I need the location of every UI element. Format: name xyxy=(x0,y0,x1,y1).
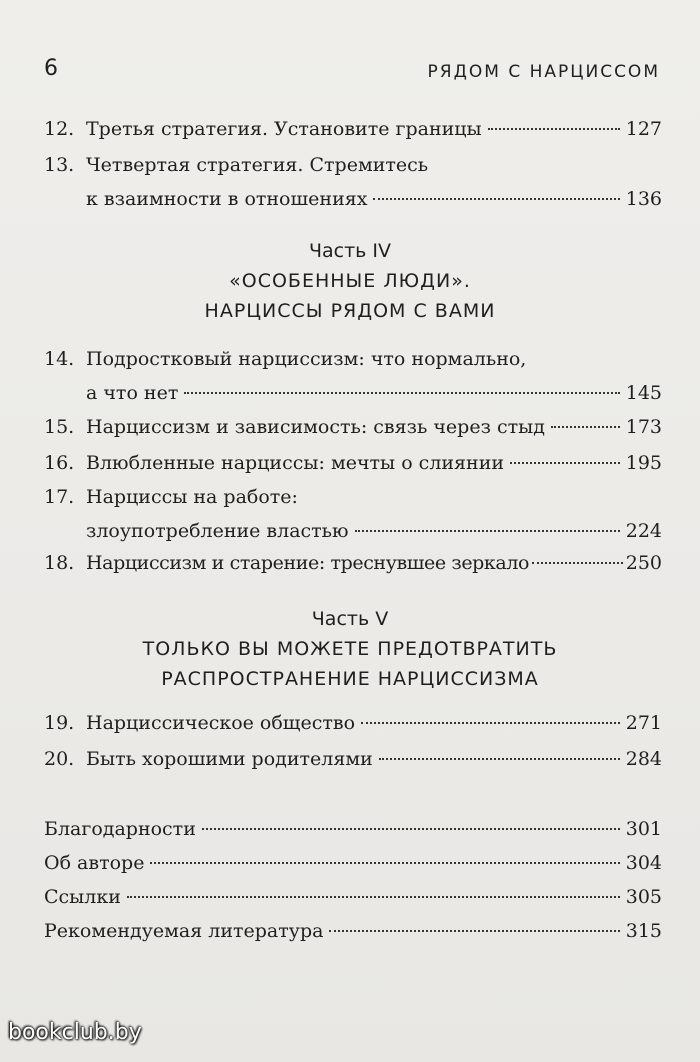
toc-entry-title: Третья стратегия. Установите границы xyxy=(86,118,482,140)
toc-entry-about-author xyxy=(44,850,662,876)
toc-entry-title-cont: злоупотребление властью xyxy=(86,520,349,542)
toc-entry-page: 304 xyxy=(625,852,662,874)
part-label: Часть V xyxy=(311,608,389,630)
toc-entry-12 xyxy=(44,116,662,142)
toc-entry-page: 145 xyxy=(625,382,662,404)
toc-entry-page: 305 xyxy=(625,886,662,908)
toc-entry-title-cont: к взаимности в отношениях xyxy=(86,188,368,210)
toc-entry-page: 224 xyxy=(625,520,662,542)
toc-entry-19 xyxy=(44,710,662,736)
toc-entry-number: 19. xyxy=(44,712,75,734)
part-5-heading xyxy=(0,604,700,694)
part-title-line1: «ОСОБЕННЫЕ ЛЮДИ». xyxy=(229,270,471,292)
toc-entry-page: 136 xyxy=(625,188,662,210)
toc-entry-number: 15. xyxy=(44,416,75,438)
dot-leader xyxy=(355,530,620,532)
page-number: 6 xyxy=(44,56,58,81)
toc-entry-page: 250 xyxy=(625,552,662,574)
toc-entry-title: Об авторе xyxy=(44,852,145,874)
toc-entry-page: 284 xyxy=(625,748,662,770)
toc-entry-page: 301 xyxy=(625,818,662,840)
toc-entry-number: 20. xyxy=(44,748,75,770)
dot-leader xyxy=(379,758,620,760)
part-title-line2: РАСПРОСТРАНЕНИЕ НАРЦИССИЗМА xyxy=(161,668,539,690)
toc-entry-number: 14. xyxy=(44,348,75,370)
toc-entry-14 xyxy=(44,346,662,406)
part-label: Часть IV xyxy=(308,240,392,262)
toc-entry-recommended-reading xyxy=(44,918,662,944)
toc-entry-title: Четвертая стратегия. Стремитесь xyxy=(86,154,429,176)
dot-leader xyxy=(150,862,619,864)
dot-leader xyxy=(551,426,620,428)
dot-leader xyxy=(127,896,620,898)
toc-entry-18 xyxy=(44,550,662,576)
dot-leader xyxy=(202,828,620,830)
dot-leader xyxy=(184,392,619,394)
toc-entry-13 xyxy=(44,152,662,212)
dot-leader xyxy=(329,930,619,932)
running-title: РЯДОМ С НАРЦИССОМ xyxy=(427,62,660,82)
toc-entry-15 xyxy=(44,414,662,440)
toc-entry-title: Рекомендуемая литература xyxy=(44,920,324,942)
toc-entry-number: 18. xyxy=(44,552,75,574)
toc-entry-title: Влюбленные нарциссы: мечты о слиянии xyxy=(86,452,505,474)
part-4-heading xyxy=(0,236,700,326)
toc-entry-title: Нарциссическое общество xyxy=(86,712,356,734)
toc-entry-title: Нарциссы на работе: xyxy=(86,486,298,508)
toc-entry-page: 173 xyxy=(625,416,662,438)
toc-entry-number: 12. xyxy=(44,118,75,140)
dot-leader xyxy=(532,562,623,564)
toc-entry-page: 271 xyxy=(625,712,662,734)
toc-entry-page: 195 xyxy=(625,452,662,474)
dot-leader xyxy=(361,722,620,724)
toc-entry-title: Нарциссизм и старение: треснувшее зеркало xyxy=(86,552,530,574)
part-title-line2: НАРЦИССЫ РЯДОМ С ВАМИ xyxy=(204,300,496,322)
toc-entry-page: 127 xyxy=(625,118,662,140)
toc-entry-number: 17. xyxy=(44,486,75,508)
dot-leader xyxy=(510,462,620,464)
part-title-line1: ТОЛЬКО ВЫ МОЖЕТЕ ПРЕДОТВРАТИТЬ xyxy=(142,638,558,660)
toc-entry-title: Нарциссизм и зависимость: связь через стыд xyxy=(86,416,545,438)
dot-leader xyxy=(488,128,620,130)
toc-entry-title: Быть хорошими родителями xyxy=(86,748,373,770)
toc-entry-acknowledgements xyxy=(44,816,662,842)
toc-entry-title: Ссылки xyxy=(44,886,121,908)
toc-entry-17 xyxy=(44,484,662,544)
toc-entry-title: Подростковый нарциссизм: что нормально, xyxy=(86,348,527,370)
toc-entry-number: 16. xyxy=(44,452,75,474)
toc-entry-references xyxy=(44,884,662,910)
site-watermark: bookclub.by xyxy=(8,1020,142,1045)
toc-entry-title-cont: а что нет xyxy=(86,382,179,404)
toc-entry-number: 13. xyxy=(44,154,75,176)
toc-entry-20 xyxy=(44,746,662,772)
dot-leader xyxy=(373,198,619,200)
toc-entry-16 xyxy=(44,450,662,476)
toc-entry-title: Благодарности xyxy=(44,818,196,840)
toc-entry-page: 315 xyxy=(625,920,662,942)
